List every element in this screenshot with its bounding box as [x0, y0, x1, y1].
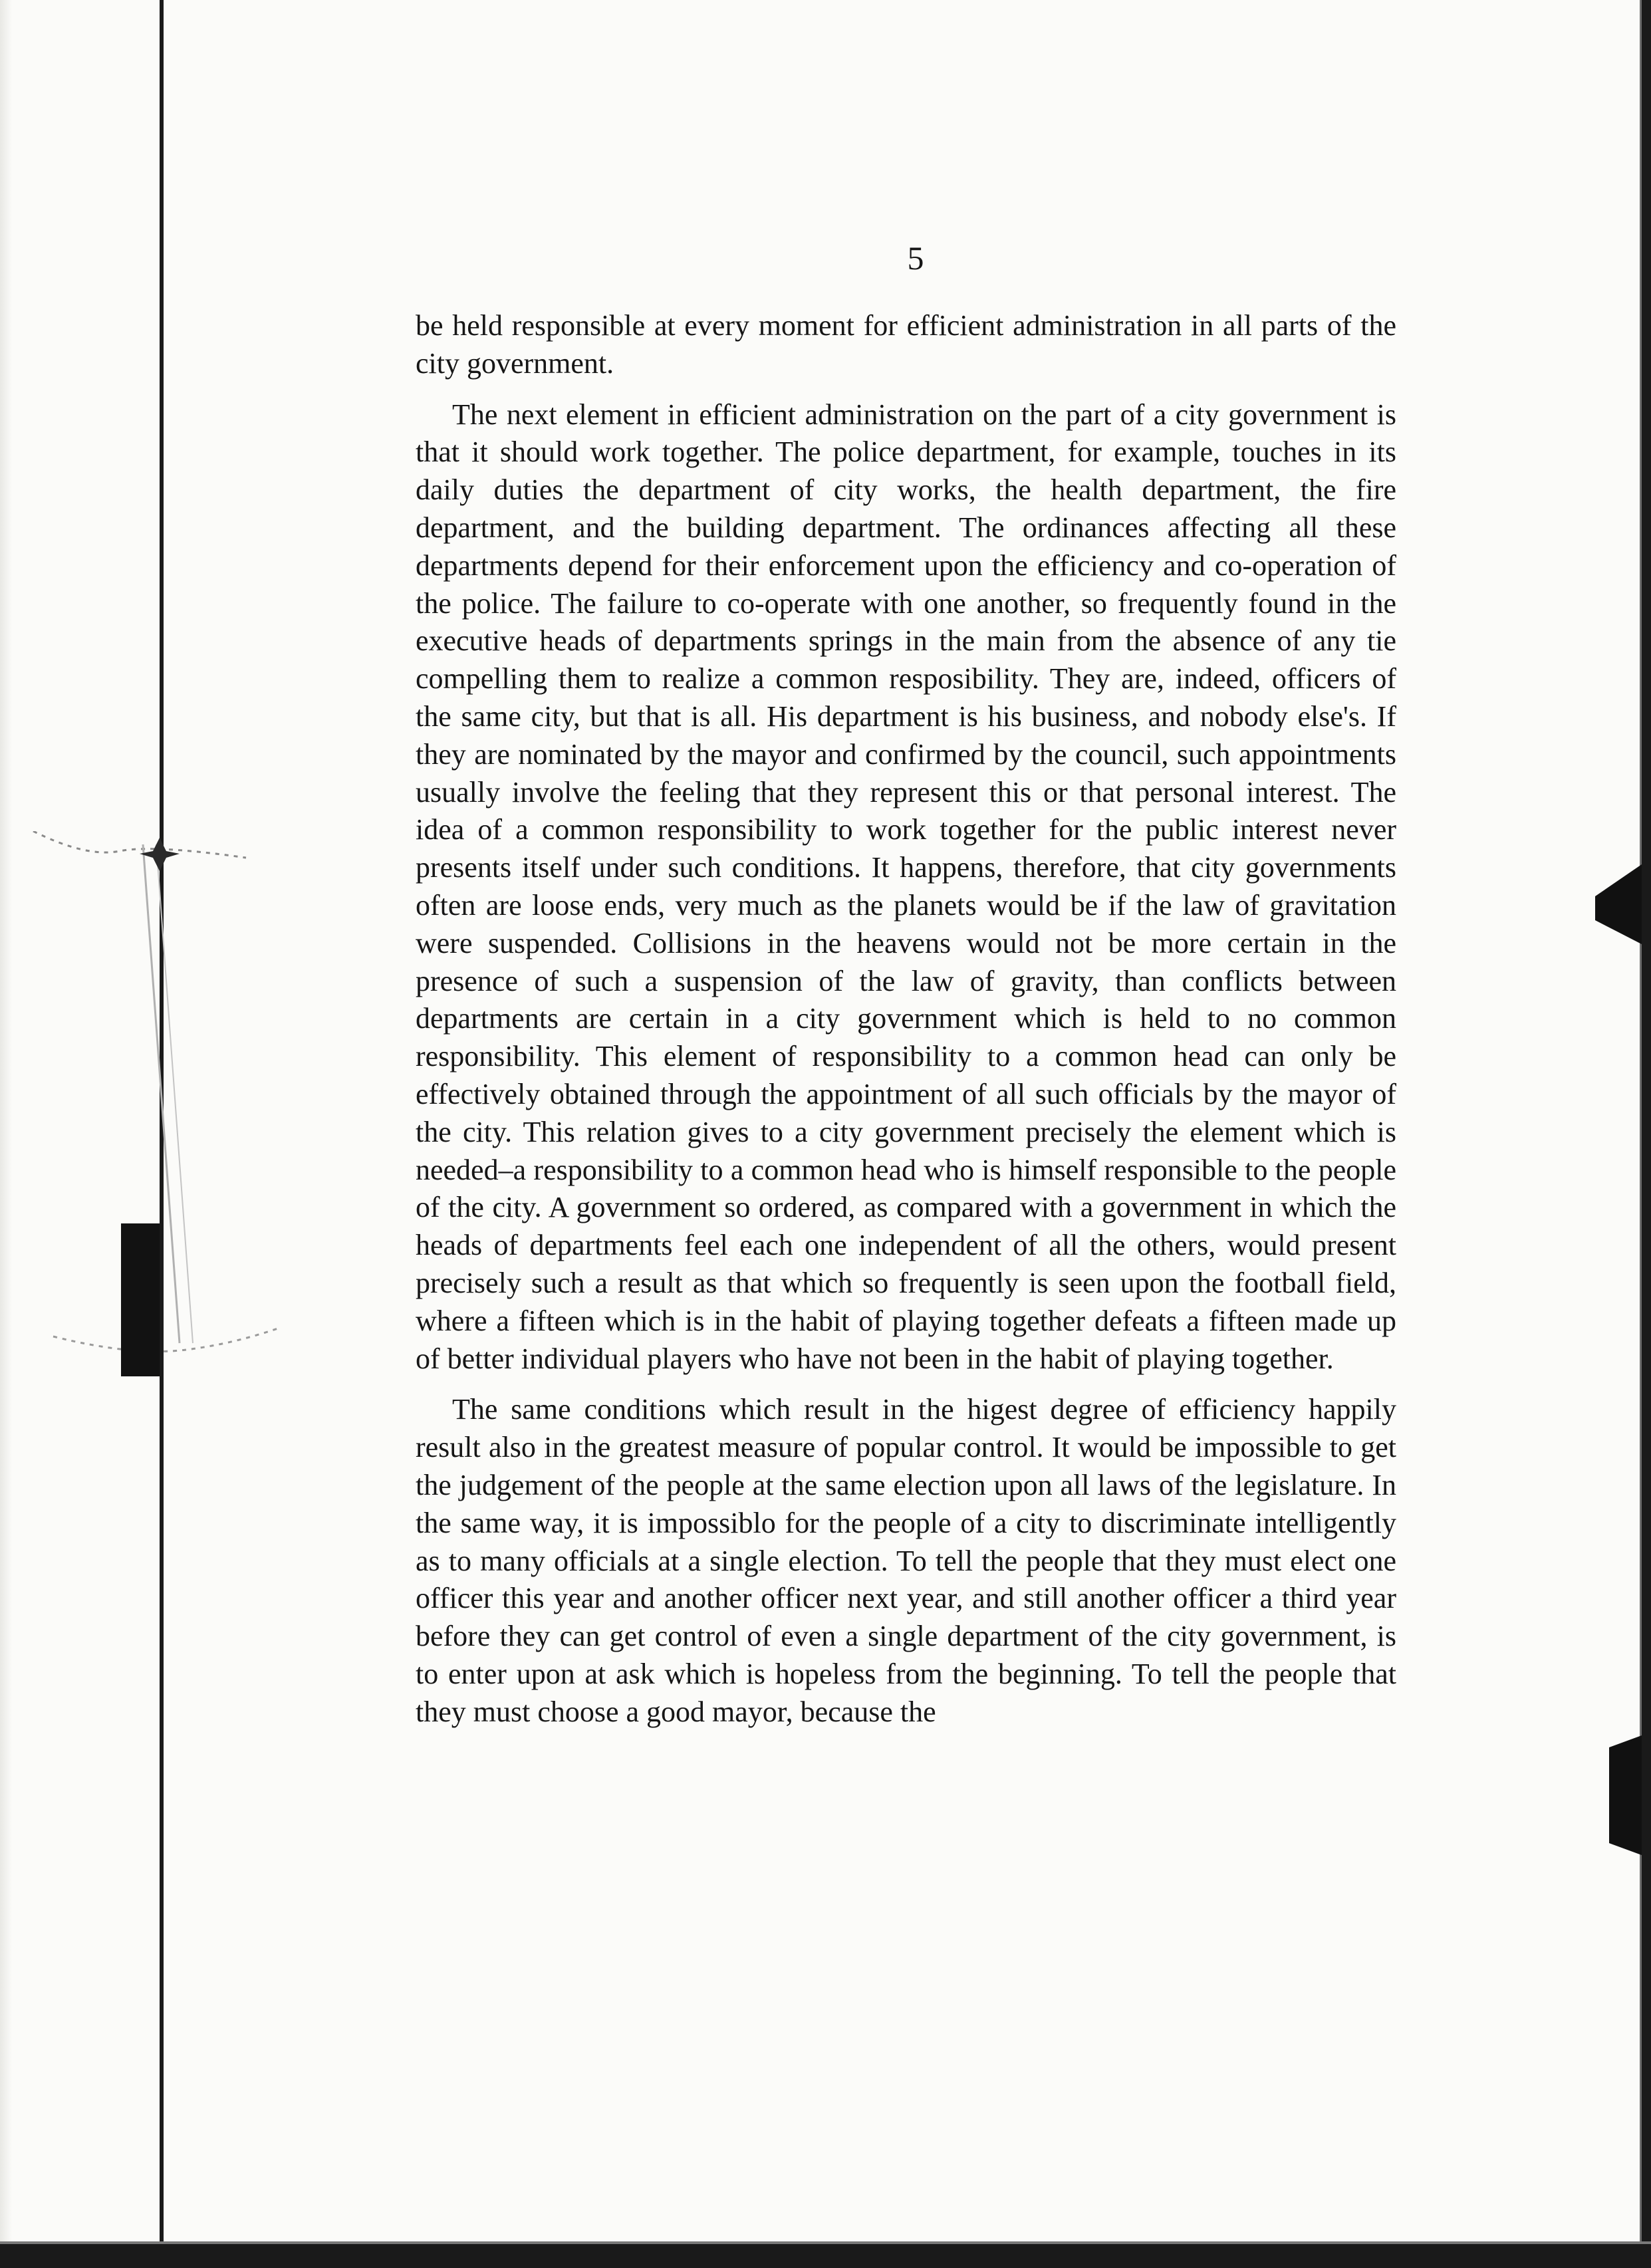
scan-edge-bottom	[0, 2244, 1651, 2268]
tape-artifact	[121, 1223, 160, 1376]
page-tab-artifact	[1595, 864, 1642, 944]
page-number: 5	[907, 239, 924, 277]
scan-shadow-left	[0, 0, 12, 2268]
paragraph-3: The same conditions which result in the higest degree of efficiency happily result also in the greatest measure of popular control. It would be impossible to get the judgement of the people at the same election upon all laws of the legislature. In the same way, it is impossiblo for the people of a city to discriminate intelligently as to many officials at a single election. To tell the people that they must elect one officer this year and another officer next year, and still another officer a third year before they can get control of even a single department of the city government, is to enter upon at ask which is hopeless from the beginning. To tell the people that they must choose a good mayor, because the	[416, 1393, 1396, 1728]
scan-edge-right	[1642, 0, 1651, 2268]
paragraph-1: be held responsible at every moment for efficient administration in all parts of the city government.	[416, 309, 1396, 380]
body-text	[416, 307, 1396, 1744]
page-tab-artifact	[1595, 1735, 1642, 1855]
paragraph-2: The next element in efficient administration on the part of a city government is that it should work together. The police department, for example, touches in its daily duties the department of city works, the health department, the fire department, and the building department. The ordinances affecting all these departments depend for their enforcement upon the efficiency and co-operation of the police. The failure to co-operate with one another, so frequently found in the executive heads of departments springs in the main from the absence of any tie compelling them to realize a common resposibility. They are, indeed, officers of the same city, but that is all. His department is his business, and nobody else's. If they are nominated by the mayor and confirmed by the council, such appointments usually involve the feeling that they represent this or that personal interest. The idea of a common responsibility to work together for the public interest never presents itself under such conditions. It happens, therefore, that city governments often are loose ends, very much as the planets would be if the law of gravitation were suspended. Collisions in the heavens would not be more certain in the presence of such a suspension of the law of gravity, than conflicts between departments are certain in a city government which is held to no common responsibility. This element of responsibility to a common head can only be effectively obtained through the appointment of all such officials by the mayor of the city. This relation gives to a city government precisely the element which is needed–a responsibility to a common head who is himself responsible to the people of the city. A government so ordered, as compared with a government in which the heads of departments feel each one independent of all the others, would present precisely such a result as that which so frequently is seen upon the football field, where a fifteen which is in the habit of playing together defeats a fifteen made up of better individual players who have not been in the habit of playing together.	[416, 398, 1396, 1375]
